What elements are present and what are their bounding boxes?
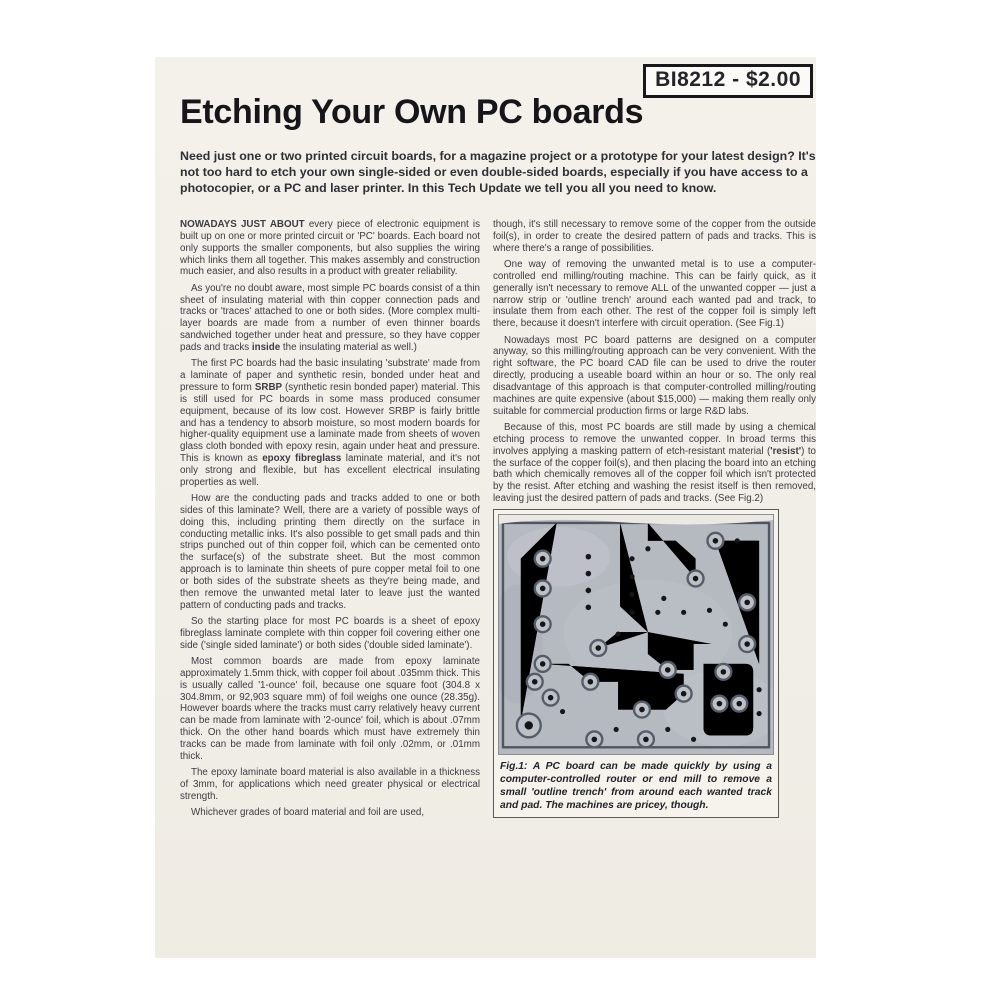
right-column-text [493,219,816,505]
body-paragraph: Because of this, most PC boards are still made by using a chemical etching process to remove the unwanted copper. In broad terms this involves applying a masking pattern of etch-resistant material ('resist') to the surface of the copper foil(s), and then placing the board into an etching bath which chemically removes all of the copper foil which isn't protected by the resist. After etching and washing the resist itself is then removed, leaving just the desired pattern of pads and tracks. (See Fig.2) [493,422,816,505]
body-paragraph: NOWADAYS JUST ABOUT every piece of electronic equipment is built up on one or more printed circuit or 'PC' boards. Each board not only supports the smaller components, but also supplies the wiring which links them all together. This makes assembly and construction much easier, and also results in a product with greater reliability. [180,219,480,278]
body-paragraph: As you're no doubt aware, most simple PC boards consist of a thin sheet of insulating material with thin copper connection pads and tracks or 'traces' attached to one or both sides. (More complex multi-layer boards are made from a number of even thinner boards sandwiched together under heat and pressure, so they have copper pads and tracks inside the insulating material as well.) [180,282,480,353]
body-paragraph: The first PC boards had the basic insulating 'substrate' made from a laminate of paper and synthetic resin, bonded under heat and pressure to form SRBP (synthetic resin bonded paper) material. This is still used for PC boards in some mass produced consumer equipment, because of its low cost. However SRBP is fairly brittle and has a tendency to absorb moisture, so most modern boards for higher-quality equipment use a laminate made from sheets of woven glass cloth bonded with epoxy resin, again under heat and pressure. This is known as epoxy fibreglass laminate material, and it's not only strong and flexible, but has excellent electrical insulating properties as well. [180,358,481,488]
article-body [180,219,816,824]
figure-1 [493,509,779,818]
magazine-page [155,57,816,958]
body-paragraph: though, it's still necessary to remove some of the copper from the outside foil(s), in order to create the desired pattern of pads and tracks. This is where there's a range of possibilities. [493,219,816,254]
body-paragraph: Whichever grades of board material and foil are used, [191,807,425,819]
body-paragraph: Nowadays most PC board patterns are designed on a computer anyway, so this milling/routing approach can be very convenient. With the right software, the PC board CAD file can be used to drive the router directly, producing a useable board within an hour or so. The only real disadvantage of this approach is that computer-controlled milling/routing machines are quite expensive (about $15,000) — making them really only suitable for commercial production firms or large R&D labs. [493,334,816,417]
body-paragraph: So the starting place for most PC boards is a sheet of epoxy fibreglass laminate complete with thin copper foil covering either one side ('single sided laminate') or both sides ('double sided laminate'). [180,616,480,651]
body-paragraph: How are the conducting pads and tracks added to one or both sides of this laminate? Well, there are a variety of possible ways of doing this, including printing them directly on the surface in conducting metallic inks. It's also possible to get small pads and thin strips punched out of thin copper foil, which can be cemented onto the surface(s) of the substrate sheet. But the most common approach is to laminate thin sheets of pure copper metal foil to one or both sides of the substrate sheets as they're being made, and then remove the unwanted metal later to leave just the wanted pattern of conducting pads and tracks. [180,493,480,611]
figure-caption: Fig.1: A PC board can be made quickly by using a computer-controlled router or end mill to remove a small 'outline trench' from around each wanted track and pad. The machines are pricey, though. [500,760,772,812]
page-title: Etching Your Own PC boards [180,93,644,131]
right-column [493,219,816,824]
body-paragraph: Most common boards are made from epoxy laminate approximately 1.5mm thick, with copper foil about .035mm thick. This is usually called '1-ounce' foil, because one square foot (304.8 x 304.8mm, or 92,903 square mm) of foil weighs one ounce (28.35g). However boards where the tracks must carry relatively heavy current can be made from laminate with '2-ounce' foil, which is about .07mm thick. On the other hand boards which must have extremely thin tracks can be made from laminate with foil only .02mm, or .01mm thick. [180,656,480,762]
pcb-artwork-image [499,515,773,753]
body-paragraph: One way of removing the unwanted metal is to use a computer-controlled end milling/routing machine. This can be fairly quick, as it generally isn't necessary to remove ALL of the unwanted copper — just a narrow strip or 'outline trench' around each wanted pad and track, to insulate them from each other. The rest of the copper foil is simply left there, because it doesn't interfere with circuit operation. (See Fig.1) [493,259,816,330]
intro-paragraph: Need just one or two printed circuit boards, for a magazine project or a prototype for your latest design? It's not too hard to etch your own single-sided or even double-sided boards, especially if you have access to a photocopier, or a PC and laser printer. In this Tech Update we tell you all you need to know. [180,149,816,195]
catalog-price-tag: BI8212 - $2.00 [643,64,813,98]
pcb-photo [498,514,774,754]
body-paragraph: The epoxy laminate board material is also available in a thickness of 3mm, for applications which need greater physical or electrical strength. [180,767,480,802]
left-column [180,219,480,824]
